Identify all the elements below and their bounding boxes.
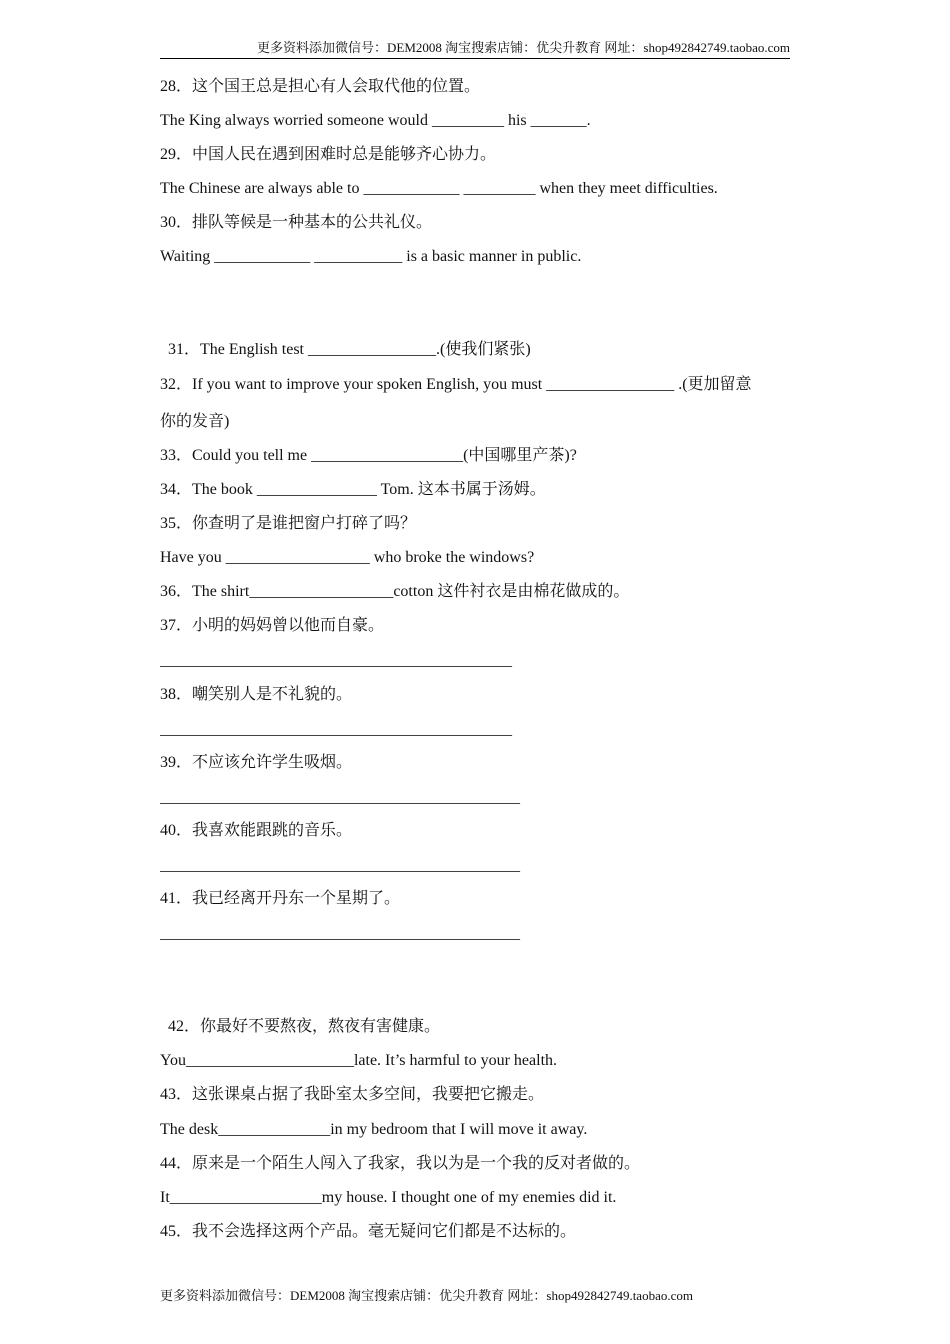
question-43-answer: The desk______________in my bedroom that I will move it away.: [160, 1121, 588, 1138]
question-40-answer-line: _____________________________________________: [160, 857, 520, 874]
question-28-answer: The King always worried someone would _________ his _______.: [160, 112, 591, 129]
question-30-answer: Waiting ____________ ___________ is a basic manner in public.: [160, 248, 582, 265]
question-31-prompt: 31．The English test ________________.(使我们紧张): [168, 341, 531, 358]
question-43-prompt: 43．这张课桌占据了我卧室太多空间，我要把它搬走。: [160, 1086, 545, 1103]
question-39-prompt: 39．不应该允许学生吸烟。: [160, 754, 353, 771]
question-32-prompt: 32．If you want to improve your spoken English, you must ________________ .(更加留意: [160, 376, 752, 393]
question-41-answer-line: _____________________________________________: [160, 925, 520, 942]
question-38-answer-line: ____________________________________________: [160, 721, 512, 738]
question-36-prompt: 36．The shirt__________________cotton 这件衬衣是由棉花做成的。: [160, 583, 630, 600]
question-42-prompt: 42．你最好不要熬夜，熬夜有害健康。: [168, 1018, 441, 1035]
question-34-prompt: 34．The book _______________ Tom. 这本书属于汤姆。: [160, 481, 546, 498]
question-42-answer: You_____________________late. It’s harmful to your health.: [160, 1052, 558, 1069]
question-29-prompt: 29．中国人民在遇到困难时总是能够齐心协力。: [160, 146, 497, 163]
question-39-answer-line: _____________________________________________: [160, 789, 520, 806]
question-45-prompt: 45．我不会选择这两个产品。毫无疑问它们都是不达标的。: [160, 1223, 577, 1240]
question-35-prompt: 35．你查明了是谁把窗户打碎了吗？: [160, 515, 417, 532]
question-41-prompt: 41．我已经离开丹东一个星期了。: [160, 890, 401, 907]
page-footer: 更多资料添加微信号：DEM2008 淘宝搜索店铺：优尖升教育 网址：shop492842749.taobao.com: [160, 1288, 693, 1303]
question-30-prompt: 30．排队等候是一种基本的公共礼仪。: [160, 214, 433, 231]
question-32-continuation: 你的发音): [160, 413, 230, 430]
question-37-answer-line: ____________________________________________: [160, 652, 512, 669]
question-44-answer: It___________________my house. I thought one of my enemies did it.: [160, 1189, 617, 1206]
question-28-prompt: 28．这个国王总是担心有人会取代他的位置。: [160, 78, 481, 95]
question-37-prompt: 37．小明的妈妈曾以他而自豪。: [160, 617, 385, 634]
page-header: 更多资料添加微信号：DEM2008 淘宝搜索店铺：优尖升教育 网址：shop492842749.taobao.com: [160, 39, 790, 59]
question-35-answer: Have you __________________ who broke the windows?: [160, 549, 535, 566]
question-40-prompt: 40．我喜欢能跟跳的音乐。: [160, 822, 353, 839]
question-38-prompt: 38．嘲笑别人是不礼貌的。: [160, 686, 353, 703]
question-44-prompt: 44．原来是一个陌生人闯入了我家，我以为是一个我的反对者做的。: [160, 1155, 641, 1172]
question-29-answer: The Chinese are always able to ____________ _________ when they meet difficulties.: [160, 180, 718, 197]
question-33-prompt: 33．Could you tell me ___________________(中国哪里产茶)?: [160, 447, 577, 464]
